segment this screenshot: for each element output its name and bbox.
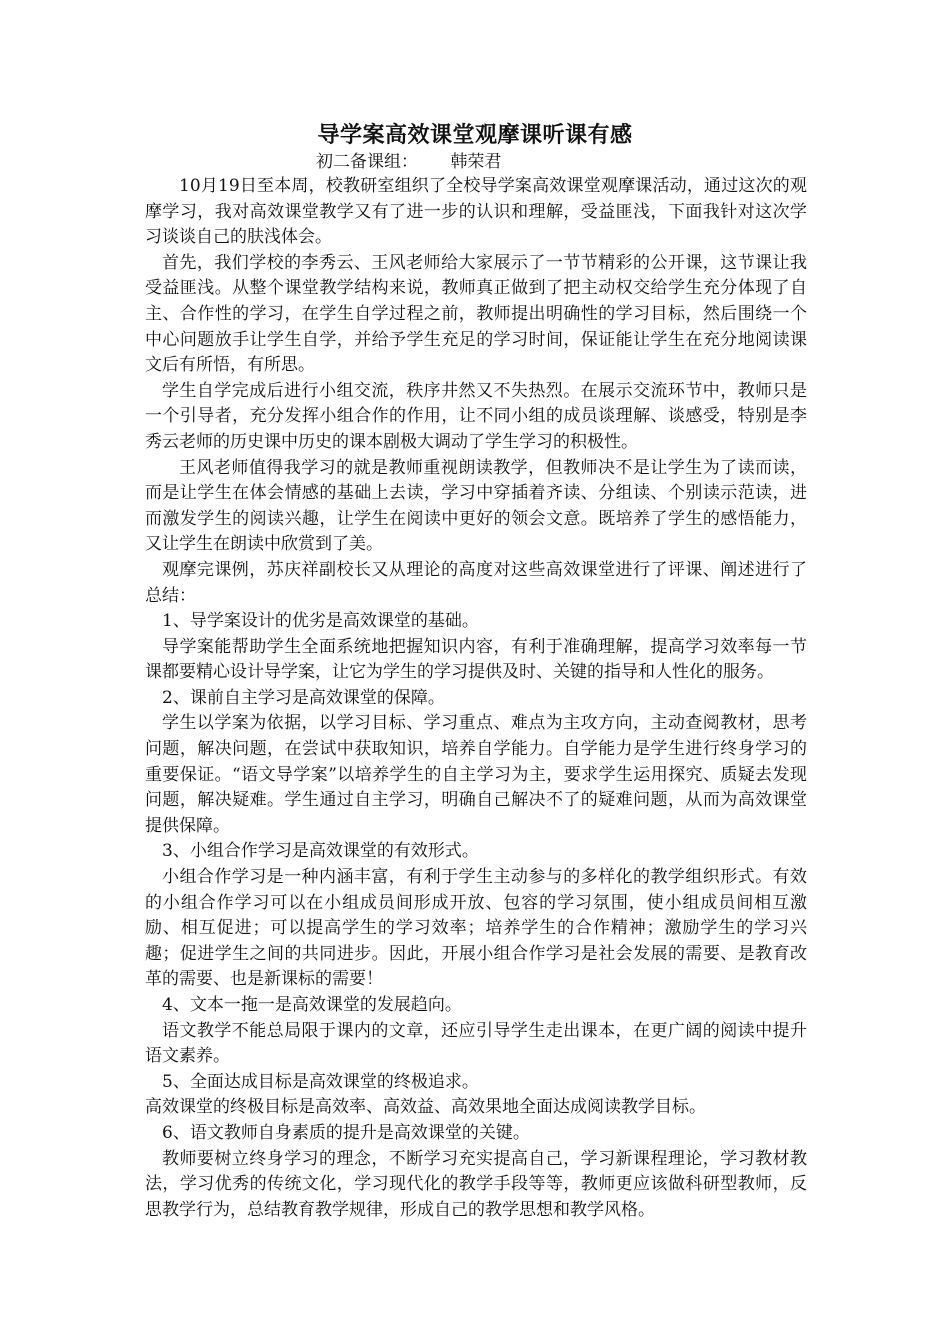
section-heading: 1、导学案设计的优劣是高效课堂的基础。 [162,611,479,632]
section-heading: 3、小组合作学习是高效课堂的有效形式。 [162,841,479,862]
paragraph: 观摩完课例，苏庆祥副校长又从理论的高度对这些高效课堂进行了评课、阐述进行了总结： [145,559,807,606]
section-heading: 4、文本一拖一是高效课堂的发展趋向。 [162,995,462,1015]
paragraph: 首先，我们学校的李秀云、王风老师给大家展示了一节节精彩的公开课，这节课让我受益匪浅。从整个课堂教学结构来说，教师真正做到了把主动权交给学生充分体现了自主、合作性的学习，在学生自学过程之前，教师提出明确性的学习目标，然后围绕一个中心问题放手让学生自学，并给予学生充足的学习时间，保证能让学生在充分地阅读课文后有所悟，有所思。 [145,252,807,376]
paragraph: 语文教学不能总局限于课内的文章，还应引导学生走出课本，在更广阔的阅读中提升语文素养。 [145,1020,807,1067]
section-heading: 2、课前自主学习是高效课堂的保障。 [162,687,445,708]
paragraph: 小组合作学习是一种内涵丰富，有利于学生主动参与的多样化的教学组织形式。有效的小组合作学习可以在小组成员间形成开放、包容的学习氛围，使小组成员间相互激励、相互促进；可以提高学生的学习效率；培养学生的合作精神；激励学生的学习兴趣；促进学生之间的共同进步。因此，开展小组合作学习是社会发展的需要、是教育改革的需要、也是新课标的需要！ [145,867,807,990]
paragraph: 教师要树立终身学习的理念，不断学习充实提高自己，学习新课程理论，学习教材教法，学习优秀的传统文化，学习现代化的教学手段等等，教师更应该做科研型教师，反思教学行为，总结教育教学规律，形成自己的教学思想和教学风格。 [145,1148,807,1220]
paragraph: 学生自学完成后进行小组交流，秩序井然又不失热烈。在展示交流环节中，教师只是一个引导者，充分发挥小组合作的作用，让不同小组的成员谈理解、谈感受，特别是李秀云老师的历史课中历史的课本剧极大调动了学生学习的积极性。 [145,380,807,452]
byline-author: 韩荣君 [450,152,502,172]
section-heading: 6、语文教师自身素质的提升是高效课堂的关键。 [162,1122,530,1143]
byline-group: 初二备课组： [316,152,418,172]
paragraph: 王风老师值得我学习的就是教师重视朗读教学，但教师决不是让学生为了读而读，而是让学生在体会情感的基础上去读，学习中穿插着齐读、分组读、个别读示范读，进而激发学生的阅读兴趣，让学生在阅读中更好的领会文意。既培养了学生的感悟能力，又让学生在朗读中欣赏到了美。 [145,457,807,555]
document-title: 导学案高效课堂观摩课听课有感 [317,123,633,148]
paragraph: 导学案能帮助学生全面系统地把握知识内容，有利于准确理解，提高学习效率每一节课都要精心设计导学案，让它为学生的学习提供及时、关键的指导和人性化的服务。 [145,636,807,683]
paragraph: 学生以学案为依据，以学习目标、学习重点、难点为主攻方向，主动查阅教材，思考问题，解决问题，在尝试中获取知识，培养自学能力。自学能力是学生进行终身学习的重要保证。“语文导学案”以培养学生的自主学习为主，要求学生运用探究、质疑去发现问题，解决疑难。学生通过自主学习，明确自己解决不了的疑难问题，从而为高效课堂提供保障。 [145,713,807,836]
paragraph: 高效课堂的终极目标是高效率、高效益、高效果地全面达成阅读教学目标。 [145,1097,706,1118]
paragraph-intro: 10月19日至本周，校教研室组织了全校导学案高效课堂观摩课活动，通过这次的观摩学习，我对高效课堂教学又有了进一步的认识和理解，受益匪浅，下面我针对这次学习谈谈自己的肤浅体会。 [145,176,807,248]
document-body [145,174,807,1223]
byline [316,150,501,174]
section-heading: 5、全面达成目标是高效课堂的终极追求。 [162,1071,479,1092]
